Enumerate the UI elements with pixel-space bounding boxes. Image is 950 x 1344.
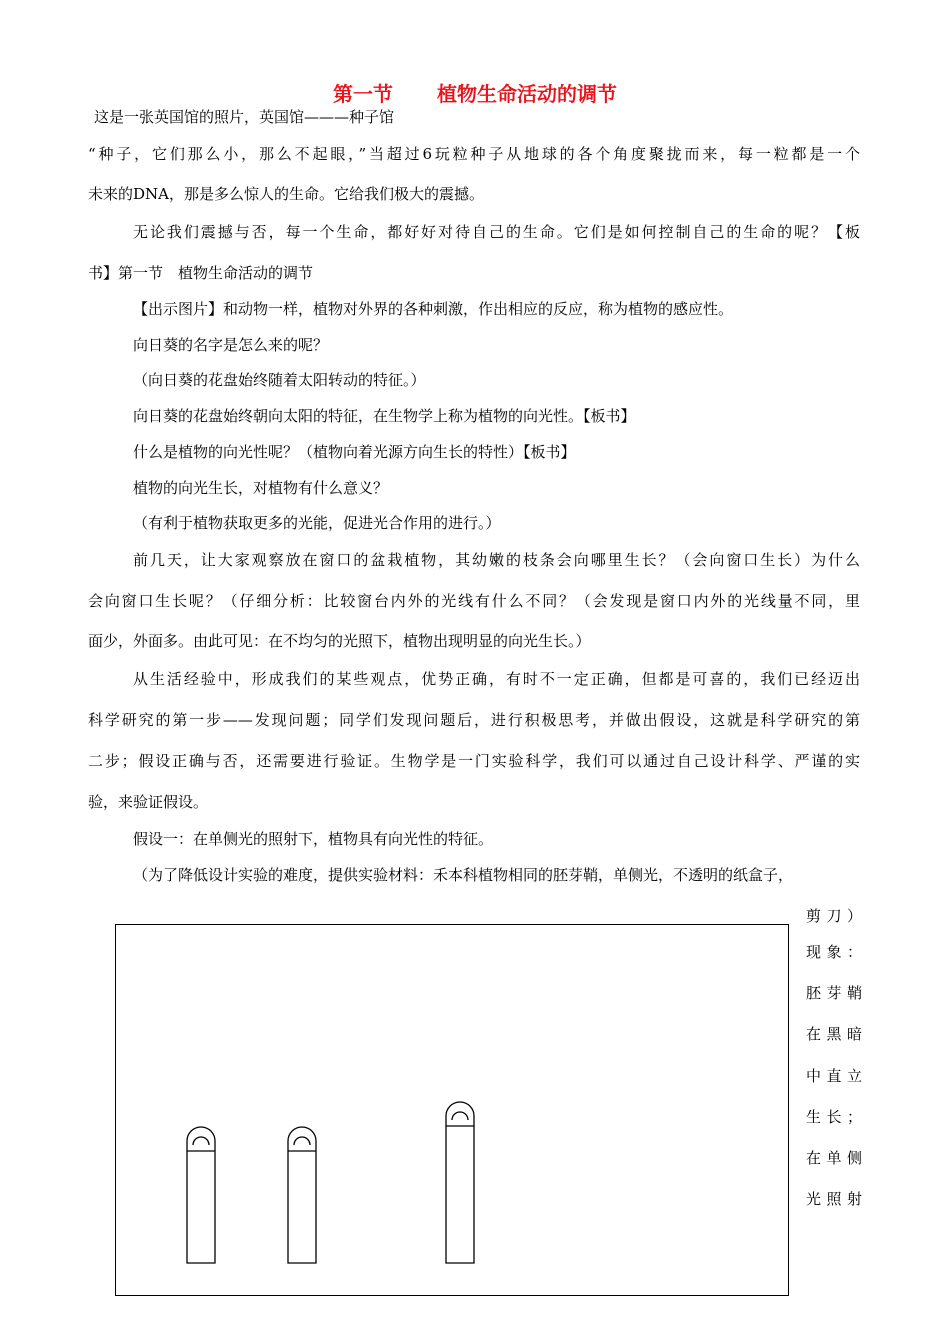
side-text-5: 中直立 bbox=[806, 1067, 862, 1085]
experiment-figure bbox=[115, 924, 789, 1296]
paragraph-window-line3: 面少，外面多。由此可见：在不均匀的光照下，植物出现明显的向光生长。） bbox=[88, 632, 591, 650]
paragraph-phototropism-definition: 什么是植物的向光性呢？（植物向着光源方向生长的特性）【板书】 bbox=[133, 443, 576, 461]
paragraph-sunflower-answer: （向日葵的花盘始终随着太阳转动的特征。） bbox=[133, 371, 426, 389]
side-text-8: 光照射 bbox=[806, 1190, 862, 1208]
section-title bbox=[0, 78, 950, 107]
coleoptile-2 bbox=[288, 1127, 316, 1263]
side-text-2: 现象： bbox=[806, 943, 862, 961]
paragraph-meaning-answer: （有利于植物获取更多的光能，促进光合作用的进行。） bbox=[133, 514, 501, 532]
paragraph-seeds-line1: “种子，它们那么小，那么不起眼，”当超过6玩粒种子从地球的各个角度聚拢而来，每一粒都是一个 bbox=[88, 145, 860, 163]
paragraph-window-line2: 会向窗口生长呢？（仔细分析：比较窗台内外的光线有什么不同？（会发现是窗口内外的光线量不同，里 bbox=[88, 592, 860, 610]
side-text-3: 胚芽鞘 bbox=[806, 984, 862, 1002]
side-text-4: 在黑暗 bbox=[806, 1025, 862, 1043]
paragraph-research-line3: 二步；假设正确与否，还需要进行验证。生物学是一门实验科学，我们可以通过自己设计科学、严谨的实 bbox=[88, 752, 860, 770]
paragraph-hypothesis: 假设一：在单侧光的照射下，植物具有向光性的特征。 bbox=[133, 830, 494, 848]
paragraph-research-line2: 科学研究的第一步——发现问题；同学们发现问题后，进行积极思考，并做出假设，这就是科学研究的第 bbox=[88, 711, 860, 729]
paragraph-phototropism: 向日葵的花盘始终朝向太阳的特征，在生物学上称为植物的向光性。【板书】 bbox=[133, 407, 636, 425]
coleoptile-3 bbox=[446, 1102, 474, 1263]
coleoptile-diagram bbox=[116, 925, 790, 1297]
paragraph-life-line2: 书】第一节 植物生命活动的调节 bbox=[88, 264, 314, 282]
paragraph-research-line1: 从生活经验中，形成我们的某些观点，优势正确，有时不一定正确，但都是可喜的，我们已经迈出 bbox=[133, 670, 860, 688]
paragraph-materials: （为了降低设计实验的难度，提供实验材料：禾本科植物相同的胚芽鞘，单侧光，不透明的纸盒子， bbox=[133, 866, 794, 884]
section-number: 第一节 bbox=[333, 82, 393, 106]
paragraph-research-line4: 验，来验证假设。 bbox=[88, 793, 209, 811]
paragraph-seeds-line2: 未来的DNA，那是多么惊人的生命。它给我们极大的震撼。 bbox=[88, 185, 484, 203]
coleoptile-1 bbox=[187, 1127, 215, 1263]
paragraph-intro: 这是一张英国馆的照片，英国馆———种子馆 bbox=[94, 108, 395, 126]
paragraph-window-line1: 前几天，让大家观察放在窗口的盆栽植物，其幼嫩的枝条会向哪里生长？（会向窗口生长）为什么 bbox=[133, 551, 860, 569]
side-text-1: 剪刀） bbox=[806, 907, 862, 925]
paragraph-meaning-question: 植物的向光生长，对植物有什么意义？ bbox=[133, 479, 389, 497]
paragraph-sensitivity: 【出示图片】和动物一样，植物对外界的各种刺激，作出相应的反应，称为植物的感应性。 bbox=[133, 300, 734, 318]
paragraph-sunflower-question: 向日葵的名字是怎么来的呢？ bbox=[133, 336, 329, 354]
section-name: 植物生命活动的调节 bbox=[437, 82, 617, 106]
paragraph-life-line1: 无论我们震撼与否，每一个生命，都好好对待自己的生命。它们是如何控制自己的生命的呢？【板 bbox=[133, 223, 860, 241]
side-text-6: 生长； bbox=[806, 1108, 862, 1126]
side-text-7: 在单侧 bbox=[806, 1149, 862, 1167]
